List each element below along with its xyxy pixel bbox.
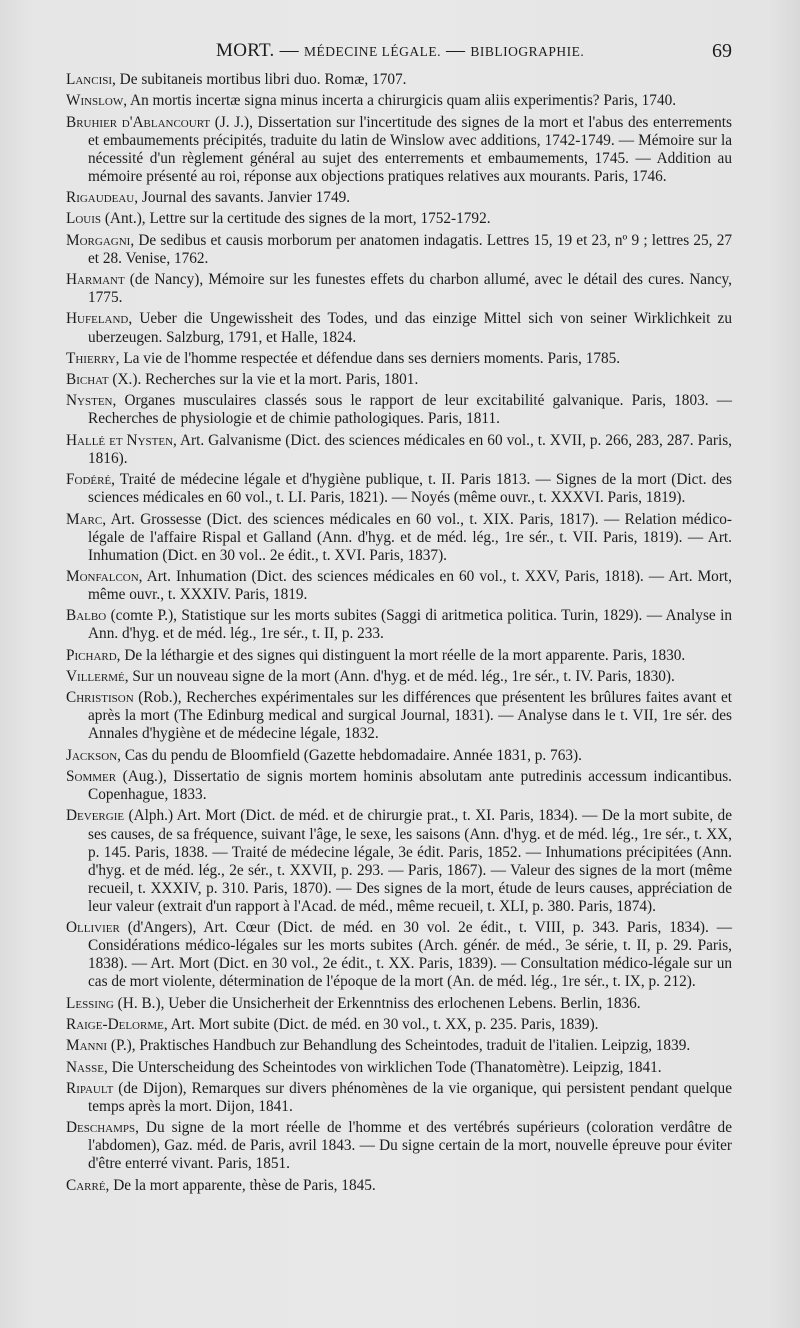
bibliography-entry bbox=[66, 1016, 732, 1034]
entry-text: (P.), Praktisches Handbuch zur Behandlung des Scheintodes, traduit de l'italien. Leipzig, 1839. bbox=[107, 1037, 691, 1055]
page-header bbox=[66, 40, 732, 70]
bibliography-entry bbox=[66, 1080, 732, 1116]
bibliography-entry bbox=[66, 232, 732, 268]
entry-text: (d'Angers), Art. Cœur (Dict. de méd. en 30 vol. 2e édit., t. VIII, p. 343. Paris, 1834). — Considérations médico-légales sur les morts subites (Arch. génér. de méd., 3e série, t. II, p. 29. Paris, 1838). — Art. Mort (Dict. en 30 vol., 2e édit., t. XX. Paris, 1839). — Consultation médico-légale sur un cas de mort violente, détermination de l'époque de la mort (An. de méd. lég., 1re sér., t. IX, p. 212). bbox=[88, 919, 732, 991]
entry-author: Lancisi, bbox=[66, 71, 116, 88]
entry-author: Rigaudeau, bbox=[66, 189, 139, 207]
page-number: 69 bbox=[712, 40, 732, 62]
entry-text: (J. J.), Dissertation sur l'incertitude des signes de la mort et l'abus des enterrements et embaumements précipités, traduite du latin de Winslow avec additions, 1742-1749. — Mémoire sur la nécessité d'un règlement général au sujet des enterrements et embaumements, 1745. — Addition au mémoire présenté au roi, réponse aux objections pratiques relatives aux mourants. Paris, 1746. bbox=[88, 113, 732, 185]
entry-text: Traité de médecine légale et d'hygiène publique, t. II. Paris 1813. — Signes de la mort (Dict. des sciences médicales en 60 vol., t. LI. Paris, 1821). — Noyés (même ouvr., t. XXXVI. Paris, 1819). bbox=[88, 471, 732, 507]
bibliography-entry bbox=[66, 271, 732, 307]
bibliography-entry bbox=[66, 511, 732, 565]
running-head-main: MORT. bbox=[216, 40, 275, 61]
entry-author: Pichard, bbox=[66, 646, 121, 664]
entry-text: (H. B.), Ueber die Unsicherheit der Erkenntniss des erlochenen Lebens. Berlin, 1836. bbox=[113, 994, 641, 1012]
entry-author: Marc, bbox=[66, 510, 107, 528]
entry-author: Monfalcon, bbox=[66, 567, 143, 585]
entry-text: Sur un nouveau signe de la mort (Ann. d'hyg. et de méd. lég., 1re sér., t. IV. Paris, 1830). bbox=[128, 668, 675, 685]
entry-text: Ueber die Ungewissheit des Todes, und das einzige Mittel sich von seiner Wirklichkeit zu uberzeugen. Salzburg, 1791, et Halle, 1824. bbox=[88, 310, 732, 346]
bibliography-entry bbox=[66, 1119, 732, 1173]
entry-text: (Ant.), Lettre sur la certitude des signes de la mort, 1752-1792. bbox=[101, 210, 491, 228]
running-head-dash: — bbox=[440, 40, 471, 61]
entry-author: Deschamps, bbox=[66, 1119, 139, 1137]
bibliography-entry bbox=[66, 310, 732, 346]
entry-author: Hufeland, bbox=[66, 310, 133, 328]
bibliography-entry bbox=[66, 995, 732, 1013]
entry-text: Art. Inhumation (Dict. des sciences médicales en 60 vol., t. XXV, Paris, 1818). — Art. Mort, même ouvr., t. XXXIV. Paris, 1819. bbox=[88, 567, 732, 604]
entry-author: Devergie bbox=[66, 807, 125, 825]
bibliography-entry bbox=[66, 689, 732, 743]
entry-text: Journal des savants. Janvier 1749. bbox=[138, 189, 351, 207]
entry-author: Harmant bbox=[66, 271, 125, 289]
bibliography-entry bbox=[66, 392, 732, 428]
bibliography-entry bbox=[66, 71, 732, 89]
entry-author: Ollivier bbox=[66, 919, 120, 937]
entry-author: Jackson, bbox=[66, 746, 122, 764]
bibliography-entry bbox=[66, 350, 732, 368]
running-head-dash: — bbox=[274, 40, 304, 61]
bibliography-list bbox=[66, 71, 732, 1198]
entry-author: Sommer bbox=[66, 768, 117, 786]
bibliography-entry bbox=[66, 668, 732, 686]
entry-author: Winslow, bbox=[66, 92, 128, 110]
entry-text: (Aug.), Dissertatio de signis mortem hominis absolutam ante putredinis accessum indicantibus. Copenhague, 1833. bbox=[88, 768, 732, 804]
entry-text: Organes musculaires classés sous le rapport de leur excitabilité galvanique. Paris, 1803. — Recherches de physiologie et de chimie pathologiques. Paris, 1811. bbox=[88, 392, 732, 428]
entry-text: Art. Mort subite (Dict. de méd. en 30 vol., t. XX, p. 235. Paris, 1839). bbox=[167, 1016, 599, 1033]
entry-author: Christison bbox=[66, 689, 134, 707]
running-head-subsection: BIBLIOGRAPHIE. bbox=[470, 44, 585, 59]
bibliography-entry bbox=[66, 607, 732, 643]
running-head bbox=[216, 40, 584, 62]
entry-author: Bruhier d'Ablancourt bbox=[66, 113, 211, 131]
entry-author: Nysten, bbox=[66, 392, 117, 410]
entry-text: (de Nancy), Mémoire sur les funestes effets du charbon allumé, avec le détail des cures. Nancy, 1775. bbox=[88, 271, 732, 307]
entry-text: De subitaneis mortibus libri duo. Romæ, 1707. bbox=[115, 71, 407, 88]
bibliography-entry bbox=[66, 919, 732, 991]
bibliography-entry bbox=[66, 432, 732, 468]
bibliography-entry bbox=[66, 647, 732, 665]
entry-text: (comte P.), Statistique sur les morts subites (Saggi di aritmetica politica. Turin, 1829). — Analyse in Ann. d'hyg. et de méd. lég., 1re sér., t. II, p. 233. bbox=[88, 607, 732, 643]
entry-author: Nasse, bbox=[66, 1058, 108, 1076]
entry-text: La vie de l'homme respectée et défendue dans ses derniers moments. Paris, 1785. bbox=[119, 349, 621, 367]
entry-text: Du signe de la mort réelle de l'homme et des vertébrés supérieurs (coloration verdâtre de l'abdomen), Gaz. méd. de Paris, avril 1843. — Du signe certain de la mort, nouvelle épreuve pour éviter d'être enterré vivant. Paris, 1851. bbox=[88, 1119, 732, 1173]
entry-text: Art. Grossesse (Dict. des sciences médicales en 60 vol., t. XIX. Paris, 1817). — Relation médico-légale de l'affaire Rispal et Galland (Ann. d'hyg. et de méd. lég., 1re sér., t. VII. Paris, 1819). — Art. Inhumation (Dict. en 30 vol.. 2e édit., t. XVI. Paris, 1837). bbox=[88, 510, 732, 564]
bibliography-entry bbox=[66, 768, 732, 804]
entry-text: Die Unterscheidung des Scheintodes von wirklichen Tode (Thanatomètre). Leipzig, 1841. bbox=[107, 1058, 662, 1076]
entry-author: Hallé et Nysten, bbox=[66, 431, 177, 449]
bibliography-entry bbox=[66, 1177, 732, 1195]
entry-author: Thierry, bbox=[66, 349, 120, 367]
entry-author: Morgagni, bbox=[66, 231, 135, 249]
bibliography-entry bbox=[66, 189, 732, 207]
entry-author: Villermé, bbox=[66, 668, 129, 685]
entry-author: Lessing bbox=[66, 994, 114, 1012]
entry-author: Balbo bbox=[66, 607, 107, 625]
entry-text: De la léthargie et des signes qui distinguent la mort réelle de la mort apparente. Paris, 1830. bbox=[120, 646, 686, 664]
entry-author: Ripault bbox=[66, 1079, 114, 1097]
entry-text: De la mort apparente, thèse de Paris, 1845. bbox=[109, 1176, 376, 1194]
running-head-section: MÉDECINE LÉGALE. bbox=[304, 44, 441, 59]
bibliography-entry bbox=[66, 210, 732, 228]
bibliography-entry bbox=[66, 747, 732, 765]
entry-author: Bichat bbox=[66, 371, 109, 389]
bibliography-entry bbox=[66, 1037, 732, 1055]
bibliography-entry bbox=[66, 371, 732, 389]
entry-text: Cas du pendu de Bloomfield (Gazette hebdomadaire. Année 1831, p. 763). bbox=[121, 746, 582, 764]
bibliography-entry bbox=[66, 92, 732, 110]
entry-text: (X.). Recherches sur la vie et la mort. Paris, 1801. bbox=[108, 371, 419, 389]
entry-author: Manni bbox=[66, 1037, 108, 1055]
entry-text: (de Dijon), Remarques sur divers phénomènes de la vie organique, qui persistent pendant quelque temps après la mort. Dijon, 1841. bbox=[88, 1079, 732, 1115]
entry-author: Raige-Delorme, bbox=[66, 1016, 168, 1033]
bibliography-entry bbox=[66, 471, 732, 507]
entry-text: (Alph.) Art. Mort (Dict. de méd. et de chirurgie prat., t. XI. Paris, 1834). — De la mort subite, de ses causes, de sa fréquence, suivant l'âge, le sexe, les saisons (Ann. d'hyg. et de méd. lég., 1re sér., t. XX, p. 145. Paris, 1838. — Traité de médecine légale, 3e édit. Paris, 1852. — Inhumations précipitées (Ann. d'hyg. et de méd. lég., 2e sér., t. XXVII, p. 293. — Paris, 1867). — Valeur des signes de la mort (même recueil, t. XXXIV, p. 310. Paris, 1870). — Des signes de la mort, étude de leurs causes, appréciation de leur valeur (extrait d'un rapport à l'Acad. de méd., même recueil, t. XLI, p. 380. Paris, 1874). bbox=[88, 807, 732, 915]
entry-author: Carré, bbox=[66, 1176, 110, 1194]
bibliography-entry bbox=[66, 1059, 732, 1077]
entry-author: Louis bbox=[66, 210, 102, 228]
bibliography-entry bbox=[66, 568, 732, 604]
entry-text: De sedibus et causis morborum per anatomen indagatis. Lettres 15, 19 et 23, nº 9 ; lettres 25, 27 et 28. Venise, 1762. bbox=[88, 231, 732, 267]
bibliography-entry bbox=[66, 807, 732, 916]
entry-text: Art. Galvanisme (Dict. des sciences médicales en 60 vol., t. XVII, p. 266, 283, 287. Paris, 1816). bbox=[88, 431, 732, 467]
entry-text: An mortis incertæ signa minus incerta a chirurgicis quam aliis experimentis? Paris, 1740. bbox=[127, 92, 677, 110]
entry-author: Fodéré, bbox=[66, 471, 115, 489]
bibliography-entry bbox=[66, 114, 732, 186]
entry-text: (Rob.), Recherches expérimentales sur les différences que présentent les brûlures faites avant et après la mort (The Edinburg medical and surgical Journal, 1831). — Analyse dans le t. VII, 1re sér. des Annales d'hygiène et de médecine légale, 1832. bbox=[88, 689, 732, 743]
